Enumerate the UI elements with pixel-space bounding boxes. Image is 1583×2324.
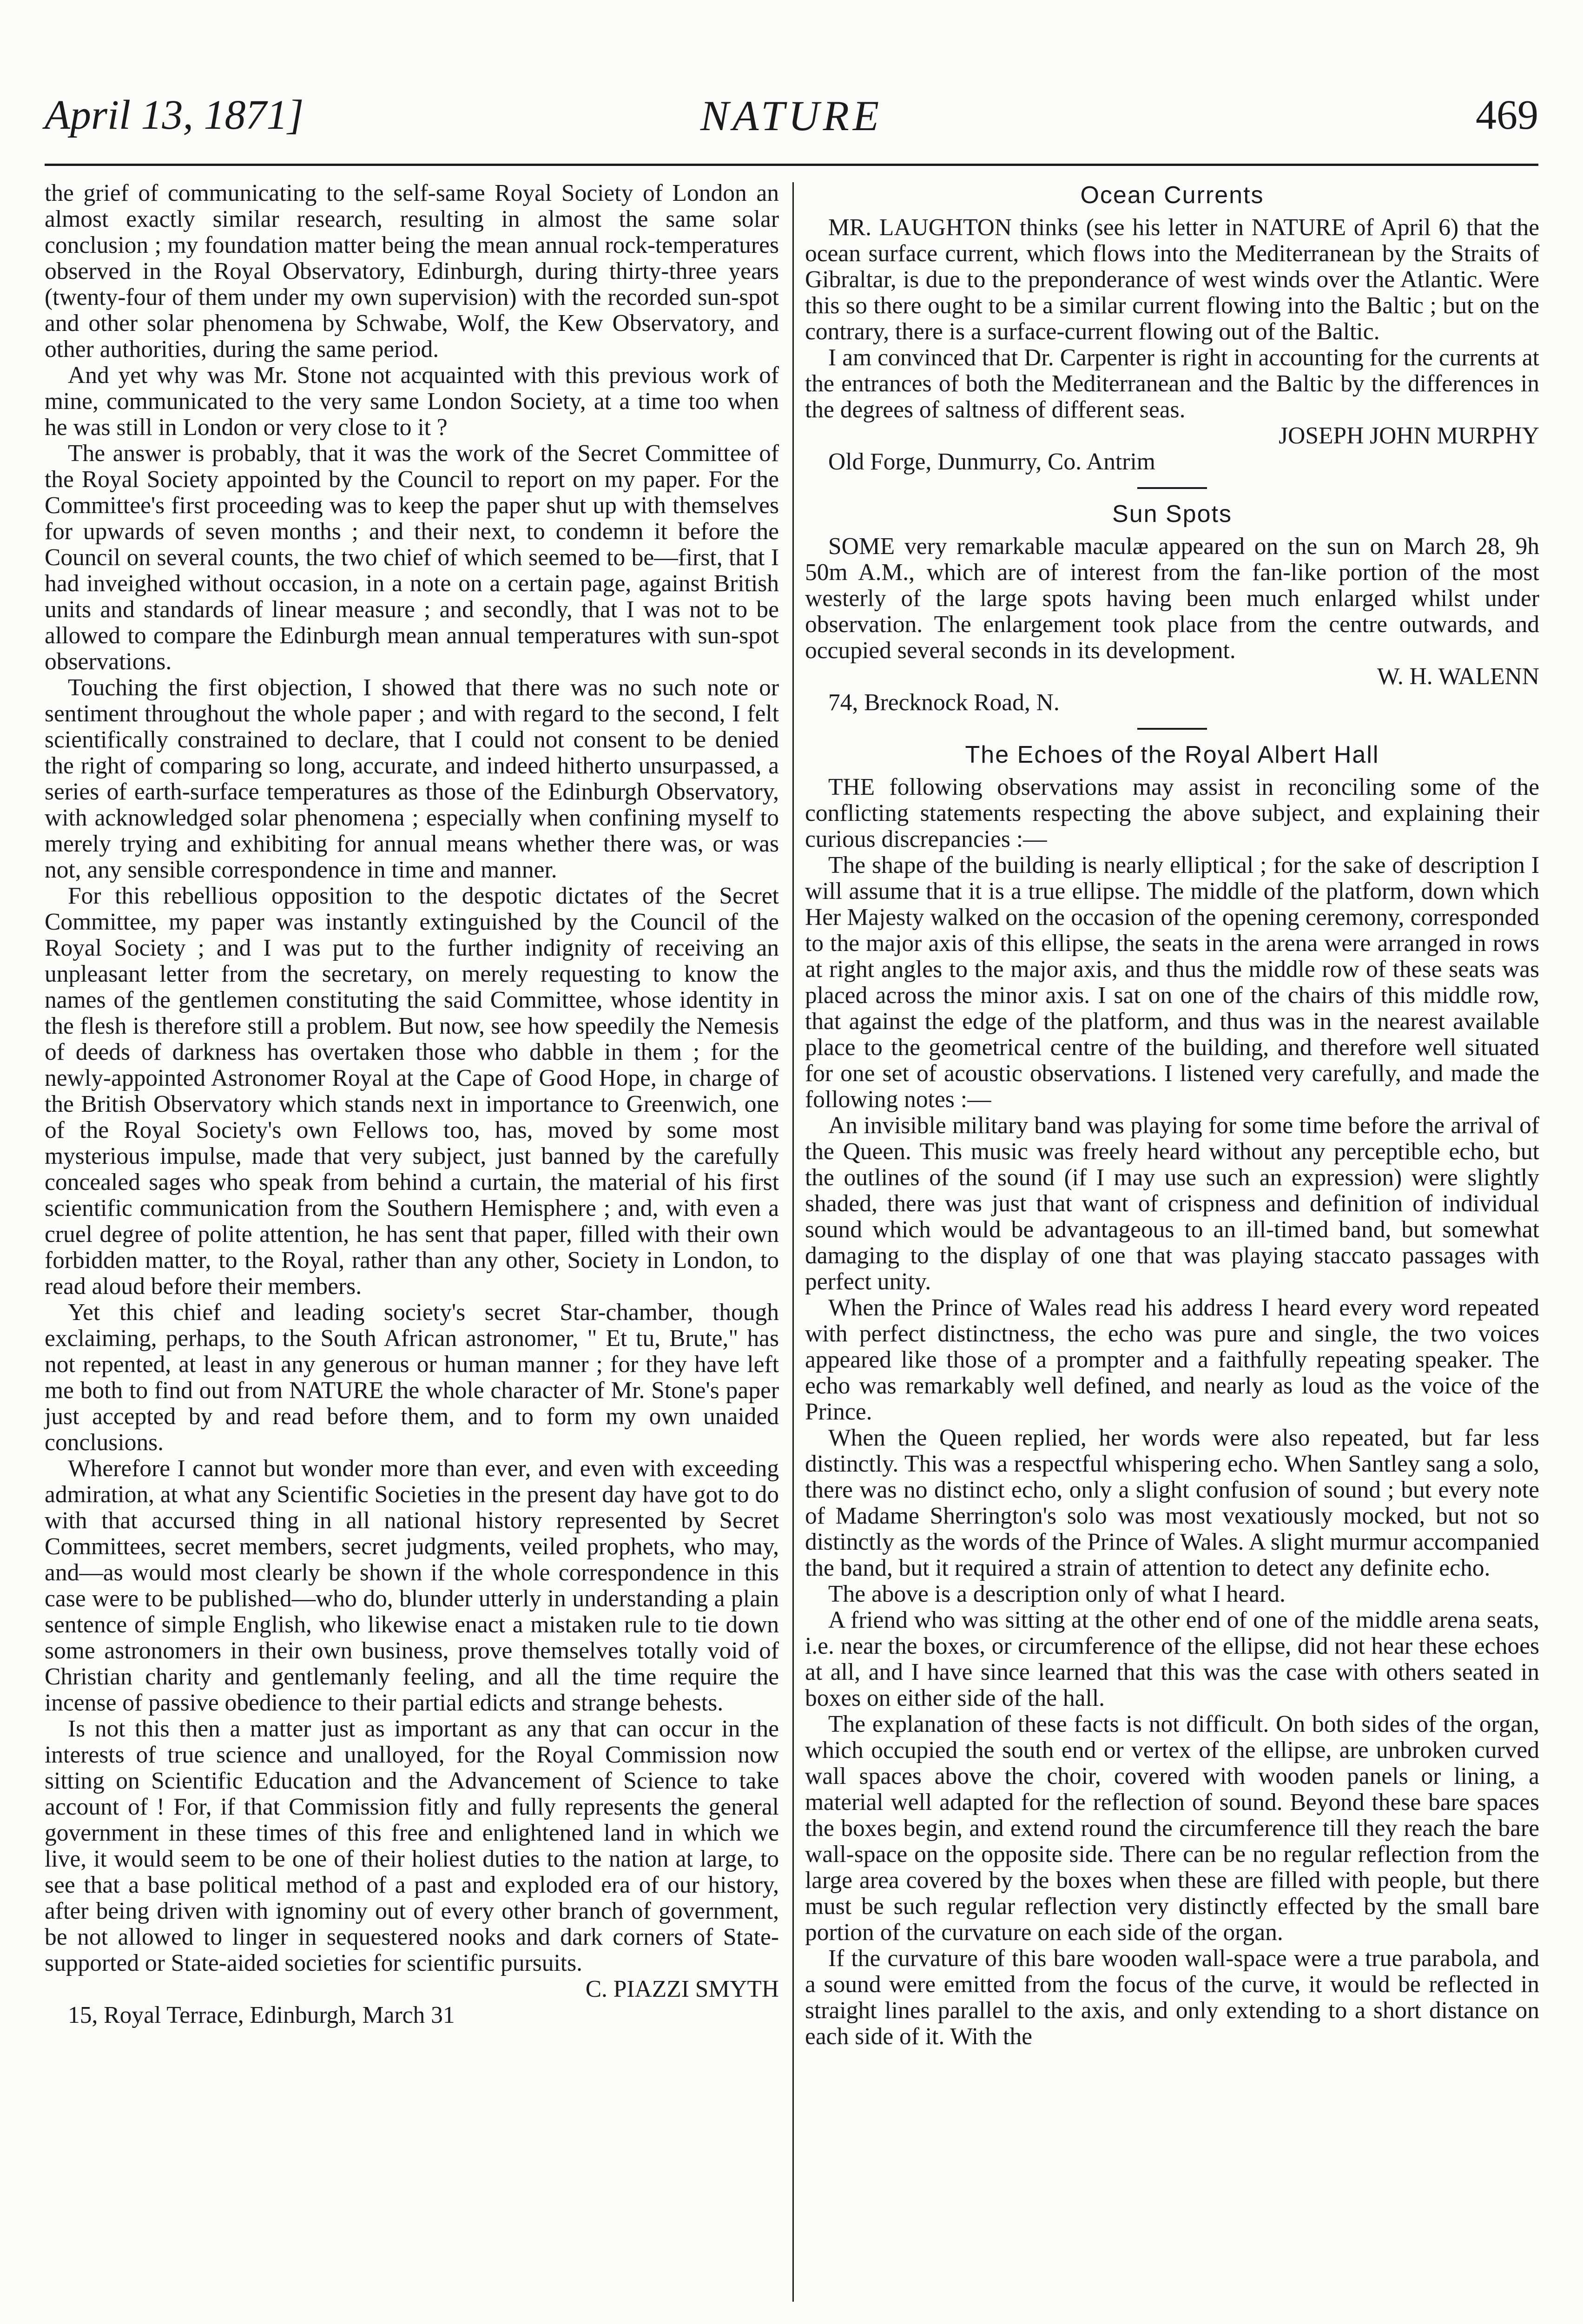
page-header [45,91,1538,156]
paragraph: If the curvature of this bare wooden wall-space were a true parabola, and a sound were emitted from the focus of the curve, it would be reflected in straight lines parallel to the axis, and only extending to a short distance on each side of it. With the [805,1945,1539,2050]
left-column [45,180,779,2028]
paragraph: And yet why was Mr. Stone not acquainted with this previous work of mine, communicated to the very same London Society, at a time too when he was still in London or very close to it ? [45,362,779,441]
paragraph: When the Queen replied, her words were also repeated, but far less distinctly. This was a respectful whispering echo. When Santley sang a solo, there was no distinct echo, only a slight confusion of sound ; but every note of Madame Sherrington's solo was most vexatiously mocked, but not so distinctly as the words of the Prince of Wales. A slight murmur accompanied the band, but it required a strain of attention to detect any definite echo. [805,1425,1539,1581]
paragraph: The explanation of these facts is not difficult. On both sides of the organ, which occupied the south end or vertex of the ellipse, are unbroken curved wall spaces above the choir, covered with wooden panels or lining, a material well adapted for the reflection of sound. Beyond these bare spaces the boxes begin, and extend round the circumference till they reach the bare wall-space on the opposite side. There can be no regular reflection from the large area covered by the boxes when these are filled with people, but there must be such regular reflection very distinctly effected by the small bare portion of the curvature on each side of the organ. [805,1711,1539,1946]
paragraph: the grief of communicating to the self-same Royal Society of London an almost exactly similar research, resulting in almost the same solar conclusion ; my foundation matter being the mean annual rock-temperatures observed in the Royal Observatory, Edinburgh, during thirty-three years (twenty-four of them under my own supervision) with the recorded sun-spot and other solar phenomena by Schwabe, Wolf, the Kew Observatory, and other authorities, during the same period. [45,180,779,363]
paragraph: Yet this chief and leading society's secret Star-chamber, though exclaiming, perhaps, to the South African astronomer, " Et tu, Brute," has not repented, at least in any generous or human manner ; for they have left me both to find out from NATURE the whole character of Mr. Stone's paper just accepted by and read before them, and to form my own unaided conclusions. [45,1299,779,1456]
paragraph: When the Prince of Wales read his address I heard every word repeated with perfect distinctness, the echo was pure and single, the two voices appeared like those of a prompter and a faithfully repeating speaker. The echo was remarkably well defined, and nearly as loud as the voice of the Prince. [805,1294,1539,1425]
signature: JOSEPH JOHN MURPHY [1279,423,1539,449]
section-title: Sun Spots [1112,501,1232,528]
paragraph: Wherefore I cannot but wonder more than ever, and even with exceeding admiration, at what any Scientific Societies in the present day have got to do with that accursed thing in all national history represented by Secret Committees, secret members, secret judgments, veiled prophets, who may, and—as would most clearly be shown if the whole correspondence in this case were to be published—who do, blunder utterly in understanding a plain sentence of simple English, who likewise enact a mistaken rule to tie down some astronomers in their own business, prove themselves totally void of Christian charity and gentlemanly feeling, and all the time require the incense of passive obedience to their partial edicts and strange behests. [45,1455,779,1716]
section-separator [1137,487,1207,489]
column-divider [792,182,794,2302]
signature: C. PIAZZI SMYTH [585,1976,779,2002]
address: 15, Royal Terrace, Edinburgh, March 31 [68,2002,455,2028]
paragraph: The shape of the building is nearly elliptical ; for the sake of description I will assume that it is a true ellipse. The middle of the platform, down which Her Majesty walked on the occasion of the opening ceremony, corresponded to the major axis of this ellipse, the seats in the arena were arranged in rows at right angles to the major axis, and thus the middle row of these seats was placed across the minor axis. I sat on one of the chairs of this middle row, that against the edge of the platform, and thus was in the nearest available place to the geometrical centre of the building, and therefore well situated for one set of acoustic observations. I listened very carefully, and made the following notes :— [805,852,1539,1113]
section-title: The Echoes of the Royal Albert Hall [965,741,1379,768]
header-date: April 13, 1871] [45,92,304,138]
paragraph: MR. LAUGHTON thinks (see his letter in NATURE of April 6) that the ocean surface current, which flows into the Mediterranean by the Straits of Gibraltar, is due to the preponderance of west winds over the Atlantic. Were this so there ought to be a similar current flowing into the Baltic ; but on the contrary, there is a surface-current flowing out of the Baltic. [805,214,1539,345]
signature: W. H. WALENN [1377,663,1539,690]
paragraph: THE following observations may assist in reconciling some of the conflicting statements respecting the above subject, and explaining their curious discrepancies :— [805,774,1539,852]
paragraph: For this rebellious opposition to the despotic dictates of the Secret Committee, my paper was instantly extinguished by the Council of the Royal Society ; and I was put to the further indignity of receiving an unpleasant letter from the secretary, on merely requesting to know the names of the gentlemen constituting the said Committee, whose identity in the flesh is therefore still a problem. But now, see how speedily the Nemesis of deeds of darkness has overtaken those who dabble in them ; for the newly-appointed Astronomer Royal at the Cape of Good Hope, in charge of the British Observatory which stands next in importance to Greenwich, one of the Royal Society's own Fellows too, has, moved by some most mysterious impulse, made that very subject, just banned by the carefully concealed sages who speak from behind a curtain, the material of his first scientific communication from the Southern Hemisphere ; and, with even a cruel degree of polite attention, he has sent that paper, filled with their own forbidden matter, to the Royal, rather than any other, Society in London, to read aloud before their members. [45,883,779,1300]
paragraph: SOME very remarkable maculæ appeared on the sun on March 28, 9h 50m A.M., which are of interest from the fan-like portion of the most westerly of the large spots having been much enlarged whilst under observation. The enlargement took place from the centre outwards, and occupied several seconds in its development. [805,533,1539,664]
page-number: 469 [1476,92,1538,138]
paragraph: Touching the first objection, I showed that there was no such note or sentiment throughout the whole paper ; and with regard to the second, I felt scientifically constrained to declare, that I could not consent to be denied the right of comparing so long, accurate, and indeed hitherto unsurpassed, a series of earth-surface temperatures as those of the Edinburgh Observatory, with acknowledged solar phenomena ; especially when confining myself to merely trying and exhibiting for annual means whether there was, or was not, any sensible correspondence in time and manner. [45,674,779,883]
paragraph: I am convinced that Dr. Carpenter is right in accounting for the currents at the entrances of both the Mediterranean and the Baltic by the differences in the degrees of saltness of different seas. [805,344,1539,423]
paragraph: A friend who was sitting at the other end of one of the middle arena seats, i.e. near the boxes, or circumference of the ellipse, did not hear these echoes at all, and I have since learned that this was the case with others seated in boxes on either side of the hall. [805,1607,1539,1711]
journal-title: NATURE [700,92,883,139]
section-title: Ocean Currents [1080,182,1264,209]
paragraph: The above is a description only of what I heard. [828,1581,1286,1607]
header-rule [45,164,1538,166]
address: Old Forge, Dunmurry, Co. Antrim [828,449,1155,475]
section-separator [1137,728,1207,730]
paragraph: The answer is probably, that it was the work of the Secret Committee of the Royal Society appointed by the Council to report on my paper. For the Committee's first proceeding was to keep the paper shut up with themselves for upwards of seven months ; and their next, to condemn it before the Council on several counts, the two chief of which seemed to be—first, that I had inveighed without occasion, in a note on a certain page, against British units and standards of linear measure ; and secondly, that I was not to be allowed to compare the Edinburgh mean annual temperatures with sun-spot observations. [45,440,779,675]
right-column [805,180,1539,2050]
paragraph: Is not this then a matter just as important as any that can occur in the interests of true science and unalloyed, for the Royal Commission now sitting on Scientific Education and the Advancement of Science to take account of ! For, if that Commission fitly and fully represents the general government in these times of this free and enlightened land in which we live, it would seem to be one of their holiest duties to the nation at large, to see that a base political method of a past and exploded era of our history, after being driven with ignominy out of every other branch of government, be not allowed to linger in sequestered nooks and dark corners of State-supported or State-aided societies for scientific pursuits. [45,1716,779,1976]
paragraph: An invisible military band was playing for some time before the arrival of the Queen. This music was freely heard without any perceptible echo, but the outlines of the sound (if I may use such an expression) were slightly shaded, there was just that want of crispness and definition of individual sound which would be advantageous to an ill-timed band, but somewhat damaging to the display of one that was playing staccato passages with perfect unity. [805,1112,1539,1295]
address: 74, Brecknock Road, N. [828,689,1060,716]
